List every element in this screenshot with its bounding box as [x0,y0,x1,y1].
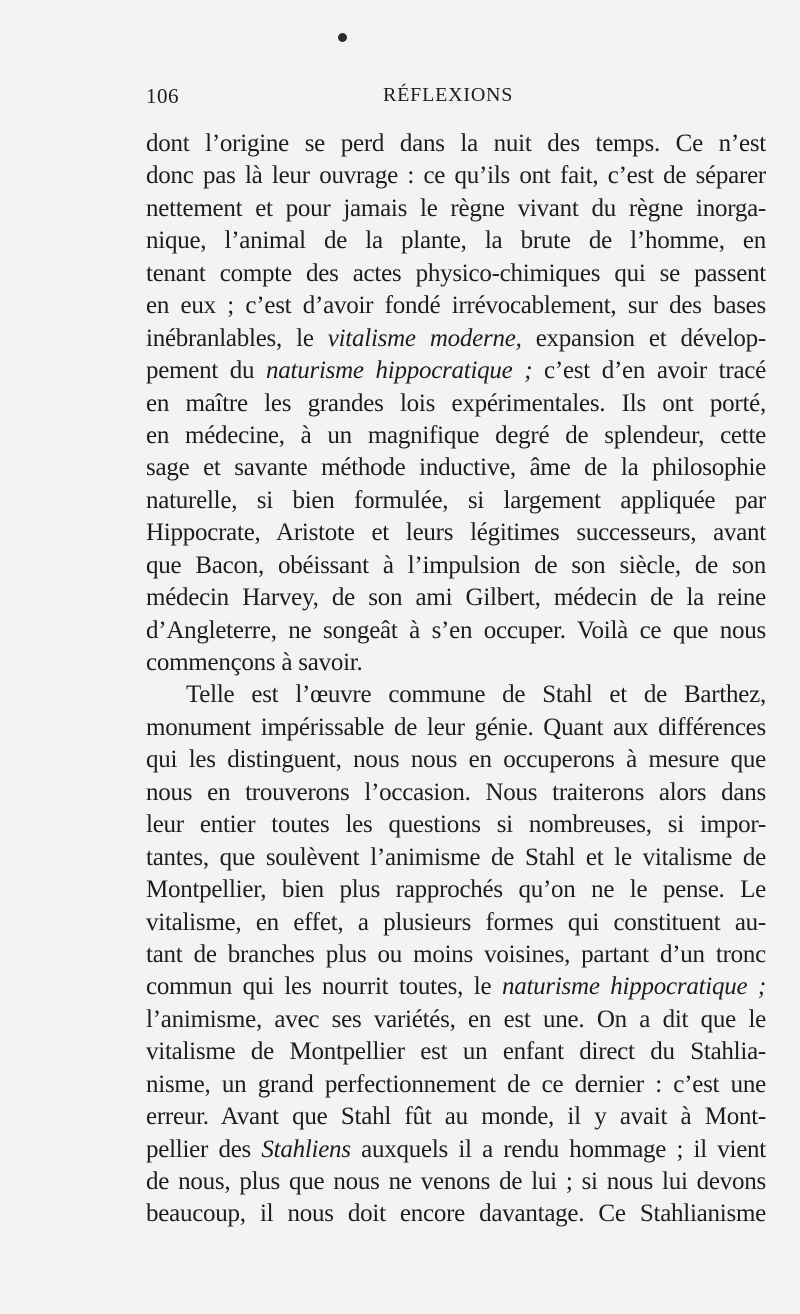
text-line: dont l’origine se perd dans la nuit des temps. Ce n’est [146,130,766,157]
text-line: vitalisme, en effet, a plusieurs formes qui constituent au- [146,908,766,936]
text-line: monument impérissable de leur génie. Quant aux différences [146,713,766,741]
text-line: Hippocrate, Aristote et leurs légitimes successeurs, avant [146,519,766,547]
text-run: c’est d’en avoir tracé [532,357,766,385]
text-line: en maître les grandes lois expérimentales. Ils ont porté, [146,389,766,417]
italic-term: vitalisme moderne, [327,324,522,352]
text-line [146,323,766,355]
text-line: Telle est l’œuvre commune de Stahl et de Barthez, [186,681,766,709]
text-line: vitalisme de Montpellier est un enfant direct du Stahlia- [146,1038,766,1066]
running-head: RÉFLEXIONS [383,84,514,106]
text-line: erreur. Avant que Stahl fût au monde, il y avait à Mont- [146,1103,766,1131]
text-run: auxquels il a rendu hommage ; il vient [350,1135,766,1163]
text-line: que Bacon, obéissant à l’impulsion de son siècle, de son [146,551,766,579]
text-line: leur entier toutes les questions si nombreuses, si impor- [146,811,766,839]
page-header [146,84,766,114]
text-line: nisme, un grand perfectionnement de ce dernier : c’est une [146,1070,766,1098]
italic-term: Stahliens [261,1135,351,1163]
text-run: pellier des [146,1135,262,1163]
text-line: beaucoup, il nous doit encore davantage. Ce Stahlianisme [146,1200,766,1228]
text-line: tant de branches plus ou moins voisines, partant d’un tronc [146,940,766,968]
text-run: commun qui les nourrit toutes, le [146,973,502,1001]
body-text [146,128,766,1231]
text-line: en eux ; c’est d’avoir fondé irrévocablement, sur des bases [146,292,766,320]
text-line [146,355,766,387]
text-line: Montpellier, bien plus rapprochés qu’on ne le pense. Le [146,876,766,904]
text-line: qui les distinguent, nous nous en occuperons à mesure que [146,746,766,774]
text-run: pement du [146,357,267,385]
text-line: tenant compte des actes physico-chimiques qui se passent [146,259,766,287]
italic-term: naturisme hippocratique ; [266,357,533,385]
text-line: tantes, que soulèvent l’animisme de Stahl et le vitalisme de [146,843,766,871]
text-line: sage et savante méthode inductive, âme de la philosophie [146,454,766,482]
text-line: commençons à savoir. [146,649,363,676]
text-run: inébranlables, le [146,324,328,352]
italic-term: naturisme hippocratique ; [501,973,766,1001]
text-line: donc pas là leur ouvrage : ce qu’ils ont fait, c’est de séparer [146,162,766,190]
text-line: d’Angleterre, ne songeât à s’en occuper. Voilà ce que nous [146,616,766,644]
text-line [146,1134,766,1166]
text-line: médecin Harvey, de son ami Gilbert, médecin de la reine [146,584,766,612]
text-line: l’animisme, avec ses variétés, en est une. On a dit que le [146,1005,766,1033]
text-line: nique, l’animal de la plante, la brute de l’homme, en [146,227,766,255]
text-line: nettement et pour jamais le règne vivant du règne inorga- [146,194,766,222]
text-line: de nous, plus que nous ne venons de lui ; si nous lui devons [146,1168,766,1195]
text-line: nous en trouverons l’occasion. Nous traiterons alors dans [146,778,766,806]
text-run: expansion et dévelop- [521,324,766,352]
text-line: naturelle, si bien formulée, si largement appliquée par [146,486,766,514]
text-line [146,971,766,1003]
scan-ink-dot [338,33,347,42]
page-number: 106 [146,84,179,108]
text-line: en médecine, à un magnifique degré de splendeur, cette [146,421,766,449]
